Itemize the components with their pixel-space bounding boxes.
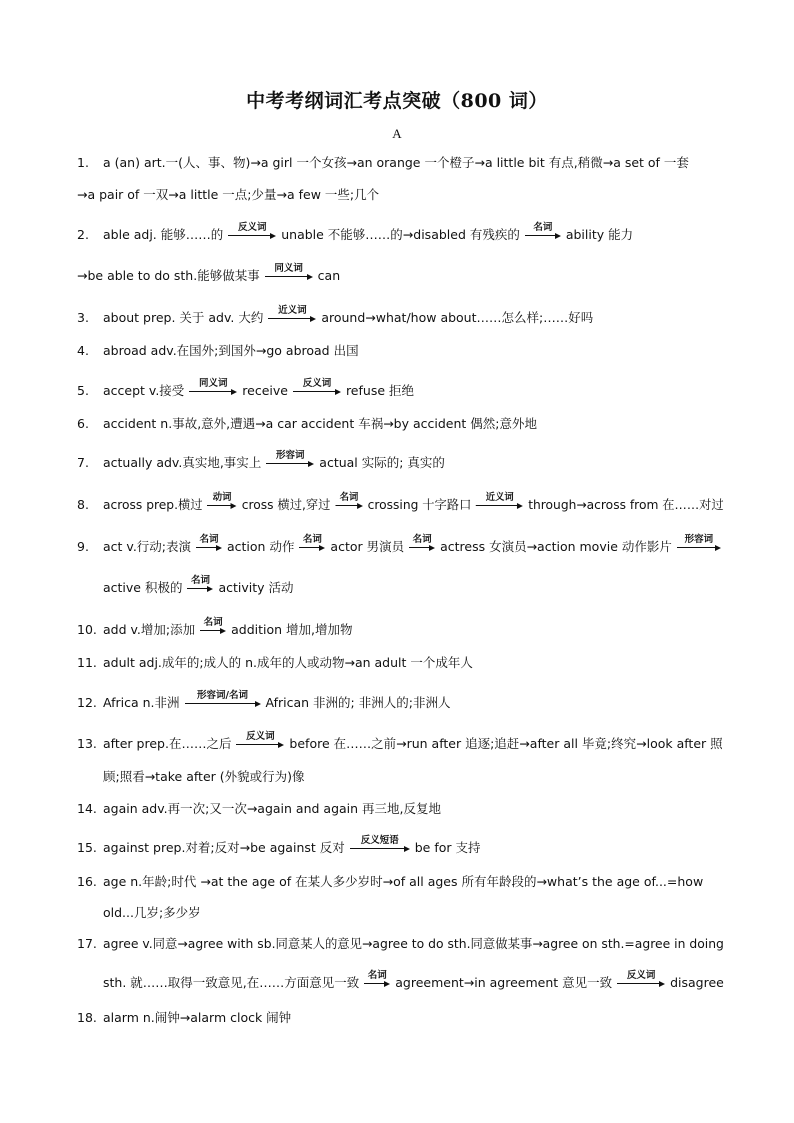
entry-text: →be able to do sth.能够做某事 bbox=[77, 268, 260, 283]
entry-text: old...几岁;多少岁 bbox=[103, 905, 201, 920]
entry-text: age n.年龄;时代 →at the age of 在某人多少岁时→of all ages 所有年龄段的→what’s the age of...=how bbox=[103, 874, 704, 889]
entry-text: be for 支持 bbox=[414, 840, 481, 855]
arrow-icon bbox=[196, 534, 222, 551]
arrow-icon bbox=[525, 222, 561, 239]
entry-text: agreement→in agreement 意见一致 bbox=[395, 975, 613, 990]
entry-text: can bbox=[317, 268, 341, 283]
entry-text: accident n.事故,意外,遭遇→a car accident 车祸→by accident 偶然;意外地 bbox=[103, 416, 537, 431]
entry-number: 10. bbox=[77, 622, 97, 637]
arrow-label: 名词 bbox=[367, 970, 387, 981]
entry-text: actual 实际的; 真实的 bbox=[319, 455, 445, 470]
arrow-label: 反义词 bbox=[246, 731, 275, 742]
entry-text: →a pair of 一双→a little 一点;少量→a few 一些;几个 bbox=[77, 187, 380, 202]
arrow-label: 名词 bbox=[302, 534, 322, 545]
entry-text: refuse 拒绝 bbox=[345, 383, 414, 398]
entry-line bbox=[103, 690, 451, 713]
arrow-label: 反义短语 bbox=[360, 835, 399, 846]
arrow-label: 反义词 bbox=[302, 378, 332, 389]
entry-text: about prep. 关于 adv. 大约 bbox=[103, 310, 264, 325]
entry-number: 13. bbox=[77, 736, 97, 751]
entry-number: 12. bbox=[77, 695, 97, 710]
entry-number: 5. bbox=[77, 383, 89, 398]
arrow-label: 反义词 bbox=[626, 970, 656, 981]
arrow-icon bbox=[266, 450, 314, 467]
arrow-icon bbox=[185, 690, 261, 707]
entry-number: 4. bbox=[77, 343, 89, 358]
arrow-label: 近义词 bbox=[485, 492, 514, 503]
arrow-label: 名词 bbox=[199, 534, 219, 545]
entry-number: 9. bbox=[77, 539, 89, 554]
arrow-label: 同义词 bbox=[199, 378, 228, 389]
arrow-icon bbox=[268, 305, 316, 322]
arrow-icon bbox=[236, 731, 284, 748]
arrow-label: 名词 bbox=[339, 492, 359, 503]
entry-text: cross 横过,穿过 bbox=[241, 497, 331, 512]
entry-text: around→what/how about……怎么样;……好吗 bbox=[321, 310, 594, 325]
arrow-label: 同义词 bbox=[274, 263, 303, 274]
entry-number: 8. bbox=[77, 497, 89, 512]
entry-number: 15. bbox=[77, 840, 97, 855]
arrow-icon bbox=[189, 378, 237, 395]
arrow-icon bbox=[409, 534, 435, 551]
entry-text: receive bbox=[242, 383, 288, 398]
entry-text: accept v.接受 bbox=[103, 383, 185, 398]
page-title: 中考考纲词汇考点突破（800 词） bbox=[246, 90, 548, 112]
arrow-label: 反义词 bbox=[237, 222, 267, 233]
arrow-label: 形容词 bbox=[684, 534, 714, 545]
entry-text: crossing 十字路口 bbox=[367, 497, 472, 512]
entry-number: 17. bbox=[77, 936, 97, 951]
entry-text: actress 女演员→action movie 动作影片 bbox=[440, 539, 672, 554]
entry-line bbox=[103, 222, 634, 245]
arrow-label: 形容词/名词 bbox=[197, 690, 248, 701]
entry-text: addition 增加,增加物 bbox=[231, 622, 353, 637]
entry-text: again adv.再一次;又一次→again and again 再三地,反复地 bbox=[103, 801, 442, 816]
entry-number: 16. bbox=[77, 874, 97, 889]
entry-text: actually adv.真实地,事实上 bbox=[103, 455, 262, 470]
entry-text: 顾;照看→take after (外貌或行为)像 bbox=[103, 769, 305, 784]
entry-line bbox=[77, 263, 341, 286]
arrow-icon bbox=[476, 492, 523, 509]
arrow-label: 近义词 bbox=[278, 305, 307, 316]
entry-text: disagree bbox=[670, 975, 724, 990]
entry-text: African 非洲的; 非洲人的;非洲人 bbox=[265, 695, 451, 710]
arrow-label: 名词 bbox=[203, 617, 223, 628]
entry-line bbox=[103, 617, 353, 640]
arrow-label: 形容词 bbox=[276, 450, 305, 461]
entry-text: add v.增加;添加 bbox=[103, 622, 196, 637]
entry-text: abroad adv.在国外;到国外→go abroad 出国 bbox=[103, 343, 359, 358]
arrow-icon bbox=[207, 492, 236, 509]
arrow-label: 动词 bbox=[212, 492, 232, 503]
entry-text: ability 能力 bbox=[565, 227, 634, 242]
entry-number: 18. bbox=[77, 1010, 97, 1025]
entry-line bbox=[103, 835, 481, 858]
entry-number: 7. bbox=[77, 455, 89, 470]
entry-text: action 动作 bbox=[227, 539, 295, 554]
arrow-icon bbox=[335, 492, 362, 509]
arrow-icon bbox=[187, 575, 213, 592]
entry-line bbox=[103, 492, 724, 515]
arrow-icon bbox=[228, 222, 276, 239]
arrow-icon bbox=[364, 970, 390, 987]
arrow-icon bbox=[677, 534, 721, 551]
arrow-label: 名词 bbox=[533, 222, 553, 233]
entry-text: after prep.在……之后 bbox=[103, 736, 232, 751]
entry-text: against prep.对着;反对→be against 反对 bbox=[103, 840, 345, 855]
arrow-icon bbox=[200, 617, 226, 634]
entry-text: act v.行动;表演 bbox=[103, 539, 192, 554]
arrow-label: 名词 bbox=[412, 534, 432, 545]
entry-line bbox=[103, 450, 445, 473]
entry-number: 14. bbox=[77, 801, 97, 816]
entry-number: 3. bbox=[77, 310, 89, 325]
entry-number: 2. bbox=[77, 227, 89, 242]
arrow-icon bbox=[617, 970, 665, 987]
entry-text: adult adj.成年的;成人的 n.成年的人或动物→an adult 一个成年人 bbox=[103, 655, 473, 670]
entry-line bbox=[103, 534, 722, 557]
entry-text: before 在……之前→run after 追逐;追赶→after all 毕竟;终究→look after 照 bbox=[289, 736, 723, 751]
entry-text: agree v.同意→agree with sb.同意某人的意见→agree to do sth.同意做某事→agree on sth.=agree in doing bbox=[103, 936, 724, 951]
entry-text: unable 不能够……的→disabled 有残疾的 bbox=[281, 227, 520, 242]
entry-number: 6. bbox=[77, 416, 89, 431]
arrow-icon bbox=[293, 378, 341, 395]
entry-number: 11. bbox=[77, 655, 97, 670]
section-letter: A bbox=[392, 126, 402, 141]
entry-text: across prep.横过 bbox=[103, 497, 203, 512]
arrow-label: 名词 bbox=[190, 575, 210, 586]
entry-text: Africa n.非洲 bbox=[103, 695, 180, 710]
entry-text: activity 活动 bbox=[218, 580, 294, 595]
entry-text: able adj. 能够……的 bbox=[103, 227, 224, 242]
entry-line bbox=[103, 575, 294, 598]
entry-text: active 积极的 bbox=[103, 580, 183, 595]
arrow-icon bbox=[350, 835, 410, 852]
entry-line bbox=[103, 378, 414, 401]
entry-text: alarm n.闹钟→alarm clock 闹钟 bbox=[103, 1010, 292, 1025]
entry-line bbox=[103, 731, 723, 754]
entry-text: a (an) art.一(人、事、物)→a girl 一个女孩→an orange 一个橙子→a little bit 有点,稍微→a set of 一套 bbox=[103, 155, 689, 170]
entry-text: sth. 就……取得一致意见,在……方面意见一致 bbox=[103, 975, 360, 990]
entry-text: through→across from 在……对过 bbox=[528, 497, 724, 512]
arrow-icon bbox=[265, 263, 313, 280]
entry-text: actor 男演员 bbox=[330, 539, 405, 554]
entry-line bbox=[103, 305, 594, 328]
arrow-icon bbox=[299, 534, 325, 551]
entry-line bbox=[103, 970, 724, 993]
entry-number: 1. bbox=[77, 155, 89, 170]
